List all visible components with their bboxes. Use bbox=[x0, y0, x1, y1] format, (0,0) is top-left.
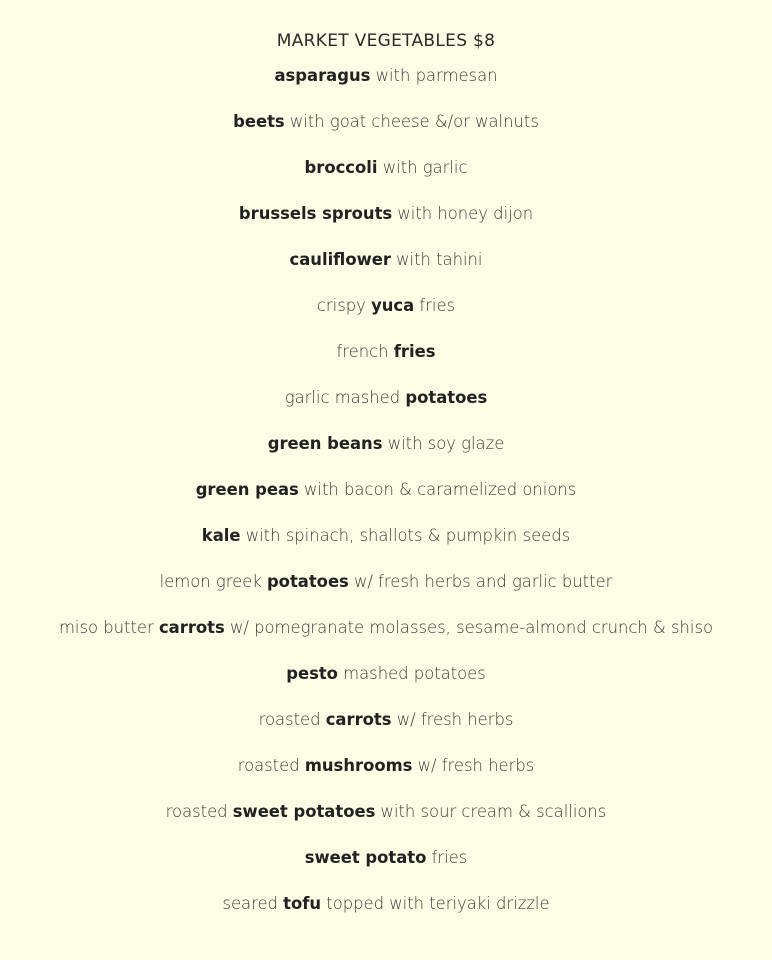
menu-item bbox=[0, 111, 772, 157]
menu-item-highlight: potatoes bbox=[266, 572, 349, 591]
menu-item bbox=[0, 617, 772, 663]
menu-item-highlight: green beans bbox=[267, 434, 383, 453]
menu-item bbox=[0, 525, 772, 571]
menu-item-text: roasted bbox=[237, 756, 305, 775]
menu-item-text: mashed potatoes bbox=[337, 664, 486, 683]
menu-item-text: with sour cream & scallions bbox=[375, 802, 607, 821]
menu-item-text: crispy bbox=[316, 296, 372, 315]
menu-item bbox=[0, 65, 772, 111]
menu-item-text: w/ pomegranate molasses, sesame-almond crunch & shiso bbox=[224, 618, 714, 637]
menu-item bbox=[0, 663, 772, 709]
menu-item bbox=[0, 801, 772, 847]
menu-item-text: with garlic bbox=[377, 158, 468, 177]
menu-item-text: fries bbox=[414, 296, 456, 315]
menu-item-text: lemon greek bbox=[159, 572, 267, 591]
menu-item-highlight: cauliflower bbox=[289, 250, 391, 269]
menu-item-highlight: sweet potato bbox=[304, 848, 427, 867]
menu-item-text: with spinach, shallots & pumpkin seeds bbox=[240, 526, 571, 545]
menu-item-list bbox=[0, 65, 772, 939]
menu-item bbox=[0, 249, 772, 295]
menu-item-highlight: kale bbox=[201, 526, 241, 545]
menu-item-text: with soy glaze bbox=[382, 434, 505, 453]
menu-item-highlight: tofu bbox=[283, 894, 322, 913]
menu-item-text: with tahini bbox=[390, 250, 483, 269]
menu-item bbox=[0, 433, 772, 479]
menu-item-text: french bbox=[336, 342, 394, 361]
menu-item-text: w/ fresh herbs bbox=[391, 710, 514, 729]
menu-item bbox=[0, 755, 772, 801]
menu-item bbox=[0, 341, 772, 387]
menu-item-text: seared bbox=[222, 894, 284, 913]
menu-item bbox=[0, 157, 772, 203]
section-title: MARKET VEGETABLES $8 bbox=[276, 31, 496, 51]
menu-item-highlight: broccoli bbox=[304, 158, 378, 177]
menu-item-text: miso butter bbox=[58, 618, 159, 637]
menu-item bbox=[0, 893, 772, 939]
menu-item bbox=[0, 847, 772, 893]
menu-item-highlight: fries bbox=[393, 342, 436, 361]
menu-item-highlight: pesto bbox=[286, 664, 338, 683]
menu-item-text: roasted bbox=[258, 710, 326, 729]
menu-item-highlight: sweet potatoes bbox=[232, 802, 376, 821]
menu-item bbox=[0, 709, 772, 755]
menu-item-text: topped with teriyaki drizzle bbox=[321, 894, 550, 913]
menu-item-highlight: carrots bbox=[325, 710, 392, 729]
menu-item-highlight: asparagus bbox=[274, 66, 371, 85]
menu-item-text: w/ fresh herbs bbox=[412, 756, 535, 775]
menu-item-highlight: brussels sprouts bbox=[238, 204, 393, 223]
menu-item-text: garlic mashed bbox=[284, 388, 406, 407]
menu-item-highlight: green peas bbox=[195, 480, 299, 499]
menu-item bbox=[0, 203, 772, 249]
menu-item-highlight: potatoes bbox=[405, 388, 488, 407]
menu-item bbox=[0, 387, 772, 433]
menu-item-text: with bacon & caramelized onions bbox=[298, 480, 577, 499]
menu-item-highlight: carrots bbox=[158, 618, 225, 637]
menu-item-text: with goat cheese &/or walnuts bbox=[284, 112, 539, 131]
menu-item-text: w/ fresh herbs and garlic butter bbox=[348, 572, 613, 591]
menu-item-highlight: yuca bbox=[371, 296, 415, 315]
menu-item bbox=[0, 295, 772, 341]
menu-item-text: with honey dijon bbox=[392, 204, 534, 223]
menu-item-text: fries bbox=[426, 848, 468, 867]
menu-item-highlight: beets bbox=[233, 112, 285, 131]
menu-item bbox=[0, 479, 772, 525]
menu-item bbox=[0, 571, 772, 617]
menu-item-text: with parmesan bbox=[370, 66, 498, 85]
menu-item-text: roasted bbox=[165, 802, 233, 821]
menu-item-highlight: mushrooms bbox=[304, 756, 413, 775]
